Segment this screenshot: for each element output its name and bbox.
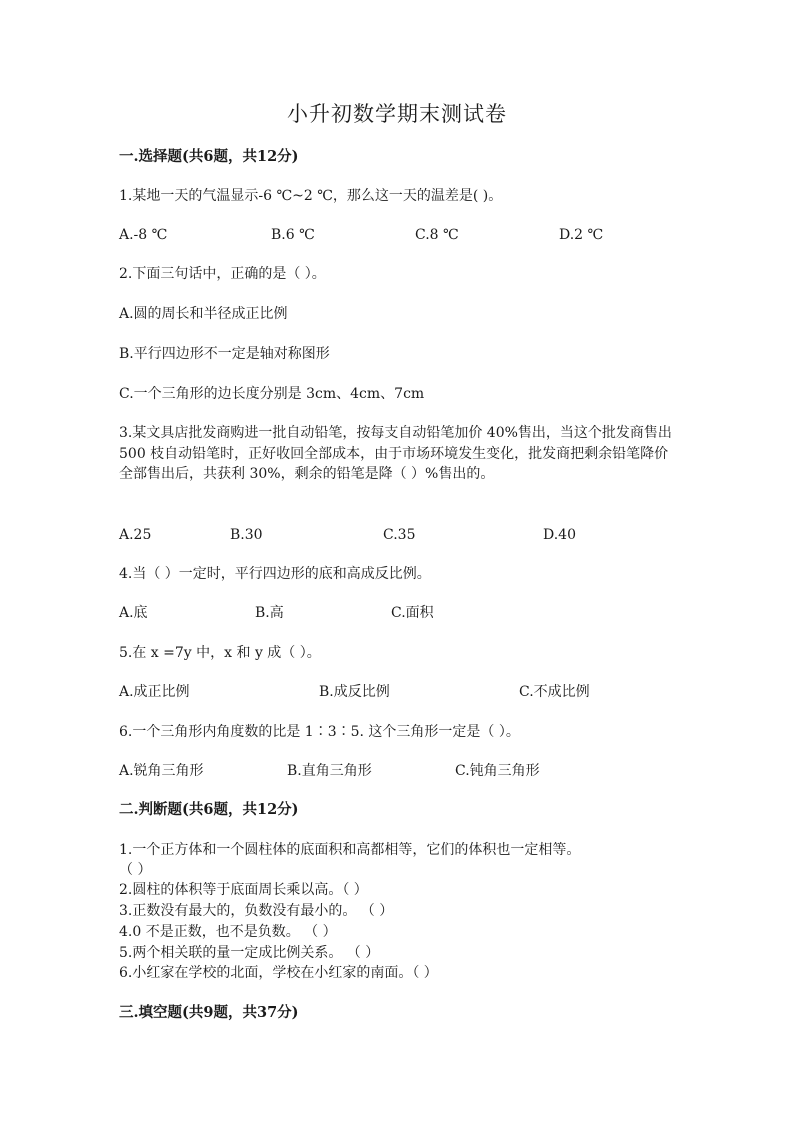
- q5-option-a: A.成正比例: [119, 684, 190, 700]
- q3-option-c: C.35: [383, 527, 416, 543]
- judgment-item-2: 2.圆柱的体积等于底面周长乘以高。（ ）: [119, 882, 368, 898]
- q2-option-a: A.圆的周长和半径成正比例: [119, 306, 288, 322]
- q4-option-c: C.面积: [391, 605, 434, 621]
- judgment-item-1-bracket: （ ）: [119, 862, 152, 878]
- q2-option-b: B.平行四边形不一定是轴对称图形: [119, 346, 330, 362]
- q3-option-b: B.30: [230, 527, 263, 543]
- q3-option-d: D.40: [543, 527, 576, 543]
- judgment-item-3: 3.正数没有最大的，负数没有最小的。 （ ）: [119, 903, 394, 919]
- judgment-item-1: 1.一个正方体和一个圆柱体的底面积和高都相等，它们的体积也一定相等。: [119, 842, 581, 858]
- q6-option-c: C.钝角三角形: [455, 763, 540, 779]
- q5-option-b: B.成反比例: [319, 684, 390, 700]
- judgment-item-4: 4.0 不是正数，也不是负数。 （ ）: [119, 924, 337, 940]
- q2-option-c: C.一个三角形的边长度分别是 3cm、4cm、7cm: [119, 386, 425, 402]
- page-title: 小升初数学期末测试卷: [287, 102, 507, 126]
- q6-option-b: B.直角三角形: [287, 763, 372, 779]
- judgment-item-6: 6.小红家在学校的北面，学校在小红家的南面。（ ）: [119, 965, 438, 981]
- q4-option-b: B.高: [255, 605, 284, 621]
- section-heading-fill: 三.填空题(共9题，共37分): [119, 1004, 299, 1021]
- section-heading-judgment: 二.判断题(共6题，共12分): [119, 801, 299, 818]
- q1-option-c: C.8 ℃: [415, 227, 459, 243]
- question-3: 3.某文具店批发商购进一批自动铅笔，按每支自动铅笔加价 40%售出，当这个批发商售出 500 枝自动铅笔时，正好收回全部成本，由于市场环境发生变化，批发商把剩余铅笔降价全部售出后，共获利 30%，剩余的铅笔是降（ ）%售出的。: [119, 425, 672, 482]
- q1-option-d: D.2 ℃: [559, 227, 604, 243]
- question-2: 2.下面三句话中，正确的是（ ）。: [119, 266, 326, 282]
- question-4: 4.当（ ）一定时，平行四边形的底和高成反比例。: [119, 566, 431, 582]
- q4-option-a: A.底: [119, 605, 148, 621]
- judgment-item-5: 5.两个相关联的量一定成比例关系。 （ ）: [119, 945, 380, 961]
- q5-option-c: C.不成比例: [519, 684, 590, 700]
- question-6: 6.一个三角形内角度数的比是 1∶3∶5. 这个三角形一定是（ ）。: [119, 724, 520, 740]
- question-5: 5.在 x =7y 中，x 和 y 成（ ）。: [119, 645, 321, 661]
- q1-option-b: B.6 ℃: [271, 227, 315, 243]
- question-1: 1.某地一天的气温显示-6 ℃~2 ℃，那么这一天的温差是( )。: [119, 188, 503, 204]
- section-heading-choice: 一.选择题(共6题，共12分): [119, 148, 299, 165]
- q1-option-a: A.-8 ℃: [119, 227, 168, 243]
- q6-option-a: A.锐角三角形: [119, 763, 204, 779]
- q3-option-a: A.25: [119, 527, 152, 543]
